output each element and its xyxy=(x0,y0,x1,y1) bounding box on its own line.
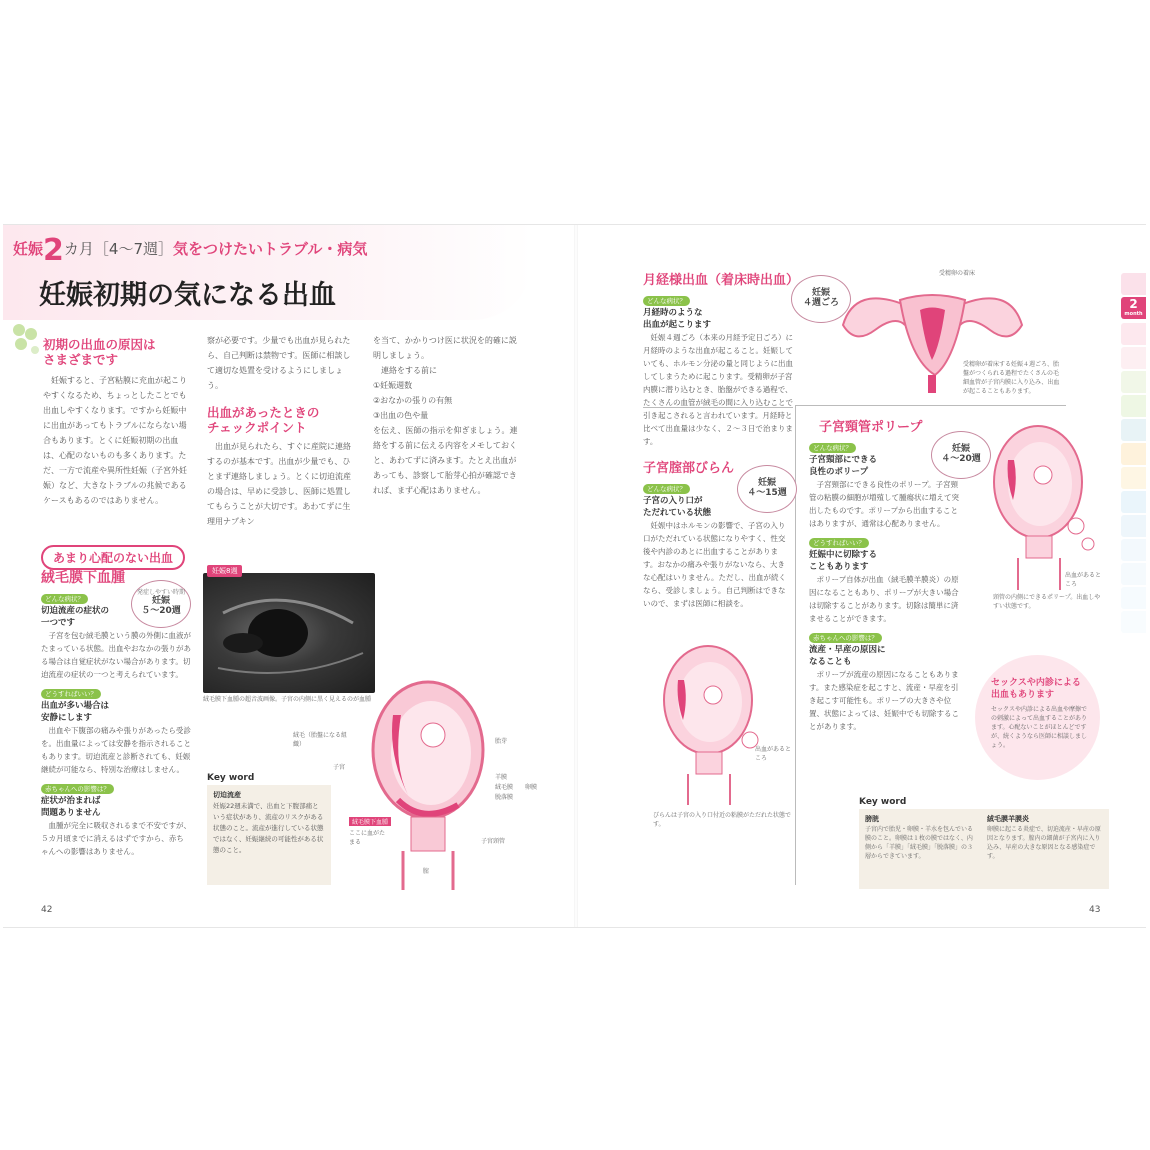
erosion-uterus-icon xyxy=(658,640,768,805)
badge-weeks: ５～20週 xyxy=(141,606,181,616)
sex-body: セックスや内診による出血や摩擦での刺激によって出血することがあります。心配ないことがほとんどですが、続くようなら医師に相談しましょう。 xyxy=(991,706,1088,749)
chapter-prefix: 妊娠 xyxy=(13,240,44,258)
tag-how-polyp: どうすればいい？ xyxy=(809,538,869,548)
polyp-badge-label: 妊娠 xyxy=(951,444,970,454)
chapter-suffix: カ月 xyxy=(63,240,94,258)
page-number-right: 43 xyxy=(1089,905,1101,915)
side-tab-8[interactable] xyxy=(1121,443,1146,465)
uterus-caption: 受精卵が着床する妊娠４週ごろ、胎盤がつくられる過程でたくさんの毛細血管が子宮内膜に入り込み、出血が起こることもあります。 xyxy=(963,361,1060,395)
hematoma-note: ここに血がたまる xyxy=(349,830,386,846)
page-number-left: 42 xyxy=(41,905,53,915)
kw1-body: 子宮内で胎児・卵膜・羊水を包んでいる膜のこと。卵膜は１枚の膜ではなく、内側から「羊膜」「絨毛膜」「脱落膜」の３層からできています。 xyxy=(865,826,974,860)
label-uterus: 子宮 xyxy=(333,764,346,771)
polyp-sub-6: なることも xyxy=(809,657,852,667)
label-cervix: 子宮頸管 xyxy=(481,838,506,845)
chorion-sub-5: 症状が治まれば xyxy=(41,796,101,806)
polyp-title: 子宮頸管ポリープ xyxy=(819,420,923,435)
chorion-sub-6: 問題ありません xyxy=(41,808,101,818)
col2 xyxy=(207,333,355,529)
intro-heading-2: さまざまです xyxy=(43,352,119,367)
sex-bubble xyxy=(975,655,1100,780)
polyp-badge-weeks: ４～20週 xyxy=(941,454,981,464)
polyp-body: 子宮頸部にできる良性のポリープ。子宮頸管の粘膜の細胞が増殖して腫瘍状に増えて突出したものです。ポリープから出血することはありますが、通常は心配ありません。 xyxy=(809,480,959,528)
uterus-label: 受精卵の着床 xyxy=(939,270,976,277)
checklist-1: ①妊娠週数 xyxy=(373,381,413,390)
side-tab-14[interactable] xyxy=(1121,587,1146,609)
label-amnion: 羊膜 xyxy=(495,774,508,781)
ultrasound-caption: 絨毛膜下血腫の超音波画像。子宮の内側に黒く見えるのが血腫 xyxy=(203,696,372,703)
label-decidua: 脱落膜 xyxy=(495,794,514,801)
side-tab-7[interactable] xyxy=(1121,419,1146,441)
divider-right xyxy=(796,405,1066,406)
keyword-title-right: Key word xyxy=(859,797,907,807)
erosion-period-badge xyxy=(737,465,797,513)
erosion-sub-1: 子宮の入り口が xyxy=(643,496,703,506)
tag-what-polyp: どんな病状？ xyxy=(809,443,856,453)
chorion-body3: 血腫が完全に吸収されるまで不安ですが、５カ月頃までに消えるはずですから、赤ちゃんへの影響はありません。 xyxy=(41,821,191,856)
polyp-caption: 頸管の内側にできるポリープ。出血しやすい状態です。 xyxy=(993,594,1101,610)
erosion-body: 妊娠中はホルモンの影響で、子宮の入り口がただれている状態になりやすく、性交後や内診のあとに出血することがあります。おなかの痛みや張りがないなら、大きな心配はいりません。ただし、出血が続くなら、受診しましょう。自己判断はできないので、まずは医師に相談を。 xyxy=(643,521,786,608)
tag-baby: 赤ちゃんへの影響は？ xyxy=(41,784,114,794)
polyp-sub-4: こともあります xyxy=(809,562,869,572)
side-tab-5[interactable] xyxy=(1121,371,1146,393)
side-tab-12[interactable] xyxy=(1121,539,1146,561)
implant-sub-2: 出血が起こります xyxy=(643,320,712,330)
side-tab-4[interactable] xyxy=(1121,347,1146,369)
kw2-body: 卵膜に起こる炎症で、切迫流産・早産の原因となります。膣内の細菌が子宮内に入り込み、早産の大きな原因となる感染症です。 xyxy=(987,826,1101,860)
polyp-sub-5: 流産・早産の原因に xyxy=(809,645,886,655)
label-fetus: 胎芽 xyxy=(495,738,508,745)
ultrasound-image xyxy=(203,567,375,693)
side-tab-number: 2 xyxy=(1129,297,1138,311)
checklist-2: ②おなかの張りの有無 xyxy=(373,396,453,405)
side-tab-11[interactable] xyxy=(1121,515,1146,537)
side-tab-sub: month xyxy=(1124,311,1143,317)
side-tab-active[interactable] xyxy=(1121,297,1146,319)
intro-heading-1: 初期の出血の原因は xyxy=(43,337,156,352)
check-body: 出血が見られたら、すぐに産院に連絡するのが基本です。出血が少量でも、ひとまず連絡しましょう。とくに切迫流産の場合は、早めに受診し、医師に処置してもらうことが大切です。あわてずに生理用ナプキン xyxy=(207,442,351,526)
kw2-term: 絨毛膜羊膜炎 xyxy=(987,815,1029,823)
chorion-body2: 出血や下腹部の痛みや張りがあったら受診を。出血量によっては安静を指示されることもあります。切迫流産と診断されても、妊娠継続が可能なら、特別な治療はしません。 xyxy=(41,726,191,774)
col3-body: を当て、かかりつけ医に状況を的確に説明しましょう。 xyxy=(373,336,517,360)
implant-badge-label: 妊娠 xyxy=(811,288,830,298)
polyp-body3: ポリープが流産の原因になることもあります。また感染症を起こすと、流産・早産を引き起こす可能性も。ポリープの大きさや位置、状態によっては、妊娠中でも切除することがあります。 xyxy=(809,670,959,731)
chorion-sub-3: 出血が多い場合は xyxy=(41,701,110,711)
erosion-small-label: 出血があるところ xyxy=(755,746,792,762)
check-heading-2: チェックポイント xyxy=(207,420,307,435)
sex-heading-2: 出血もあります xyxy=(991,690,1055,700)
col2-body: 察が必要です。少量でも出血が見られたら、自己判断は禁物です。医師に相談して適切な処置を受けるようにしましょう。 xyxy=(207,336,351,390)
erosion-sub-2: ただれている状態 xyxy=(643,508,712,518)
chorion-period-badge xyxy=(131,580,191,628)
erosion-badge-label: 妊娠 xyxy=(757,478,776,488)
side-tab-15[interactable] xyxy=(1121,611,1146,633)
chapter-header xyxy=(13,233,367,268)
polyp-uterus-icon xyxy=(988,420,1098,590)
chapter-number: 2 xyxy=(43,233,64,268)
implant-sub-1: 月経時のような xyxy=(643,308,703,318)
badge-small: 発症しやすい時期 xyxy=(136,589,185,596)
ultrasound-tag: 妊娠8週 xyxy=(207,565,242,577)
polyp-period-badge xyxy=(931,431,991,479)
col3-sub: 連絡をする前に xyxy=(381,366,437,375)
check-heading-1: 出血があったときの xyxy=(207,405,320,420)
intro-section xyxy=(43,337,189,508)
ultrasound-shape xyxy=(203,573,375,693)
chapter-weeks: ［4～7週］ xyxy=(93,240,173,258)
tag-what: どんな病状？ xyxy=(41,594,88,604)
keyword-body: 妊娠22週未満で、出血と下腹部痛という症状があり、流産のリスクがある状態のこと。流産が進行している状態ではなく、妊娠継続の可能性がある状態のこと。 xyxy=(213,802,324,854)
side-tab-9[interactable] xyxy=(1121,467,1146,489)
tag-what-implant: どんな病状？ xyxy=(643,296,690,306)
implant-title: 月経様出血（着床時出血） xyxy=(643,273,800,288)
uterus-diagram-icon xyxy=(363,675,493,895)
polyp-small-label: 出血があるところ xyxy=(1065,572,1102,588)
label-vagina: 膣 xyxy=(423,868,430,875)
badge-label: 妊娠 xyxy=(151,596,170,606)
col3 xyxy=(373,333,519,498)
polyp-sub-3: 妊娠中に切除する xyxy=(809,550,878,560)
erosion-caption: びらんは子宮の入り口付近の粘膜がただれた状態です。 xyxy=(653,812,792,828)
chapter-section: 気をつけたいトラブル・病気 xyxy=(173,240,368,258)
label-chorion: 絨毛（胎盤になる組織） xyxy=(293,732,348,748)
sex-heading-1: セックスや内診による xyxy=(991,678,1081,688)
erosion-title: 子宮腟部びらん xyxy=(643,461,735,476)
keyword-term: 切迫流産 xyxy=(213,791,241,799)
kw2 xyxy=(987,813,1103,861)
chorion-sub-1: 切迫流産の症状の xyxy=(41,606,110,616)
keyword-title-left: Key word xyxy=(207,773,255,783)
polyp-sub-2: 良性のポリープ xyxy=(809,467,869,477)
chorion-sub-4: 安静にします xyxy=(41,713,93,723)
tag-baby-polyp: 赤ちゃんへの影響は？ xyxy=(809,633,882,643)
tag-what-erosion: どんな病状？ xyxy=(643,484,690,494)
side-tab-1[interactable] xyxy=(1121,273,1146,295)
chorion-title: 絨毛膜下血腫 xyxy=(41,570,125,586)
chorion-body: 子宮を包む絨毛膜という膜の外側に血液がたまっている状態。出血やおなかの張りがある場合は自覚症状がない場合があります。切迫流産の症状の一つと考えられています。 xyxy=(41,631,191,679)
clover-icon xyxy=(7,320,43,360)
intro-body: 妊娠すると、子宮粘膜に充血が起こりやすくなるため、ちょっとしたことでも出血しやすくなります。ですから妊娠中に出血があってもトラブルにならない場合もあります。とくに妊娠初期の出血は、心配のないものも多くあります。ただ、一方で流産や異所性妊娠（子宮外妊娠）など、大きなトラブルの兆候であるケースもあるのではありません。 xyxy=(43,376,187,505)
divider-vertical xyxy=(795,405,796,885)
implant-section xyxy=(643,273,800,448)
implant-body: 妊娠４週ごろ（本来の月経予定日ごろ）に月経時のような出血が起こること。妊娠していても、ホルモン分泌の量と同じように出血してしまうために起こります。受精卵が子宮内膜に潜り込むとき、胎盤ができる過程で、たくさんの血管が絨毛の間に入り込むことで引き起こされると言われています。月経時と比べて出血量は少なく、２～３日で治まります。 xyxy=(643,333,793,446)
checklist-3: ③出血の色や量 xyxy=(373,411,429,420)
erosion-badge-weeks: ４～15週 xyxy=(747,488,787,498)
book-spread xyxy=(3,224,1146,928)
col3-body2: を伝え、医師の指示を仰ぎましょう。連絡をする前に伝える内容をメモしておくと、あわてずに済みます。たとえ出血があっても、診察して胎芽心拍が確認できれば、まず心配はありません。 xyxy=(373,426,518,495)
hematoma-tag: 絨毛膜下血腫 xyxy=(349,817,391,826)
tag-how: どうすればいい？ xyxy=(41,689,101,699)
implant-badge-weeks: ４週ごろ xyxy=(802,298,839,308)
label-egg-membrane: 卵膜 xyxy=(525,784,538,791)
label-chorionic-membrane: 絨毛膜 xyxy=(495,784,514,791)
kw1 xyxy=(865,813,977,861)
kw1-term: 膀胱 xyxy=(865,815,879,823)
keyword-box-right xyxy=(859,809,1109,889)
not-worry-pill: あまり心配のない出血 xyxy=(41,545,185,570)
keyword-box-left xyxy=(207,785,331,885)
divider-left xyxy=(643,407,793,408)
gutter xyxy=(574,225,578,927)
side-tab-6[interactable] xyxy=(1121,395,1146,417)
page-title: 妊娠初期の気になる出血 xyxy=(39,280,336,311)
side-tab-3[interactable] xyxy=(1121,323,1146,345)
chorion-sub-2: 一つです xyxy=(41,618,76,628)
side-tab-13[interactable] xyxy=(1121,563,1146,585)
side-tab-10[interactable] xyxy=(1121,491,1146,513)
polyp-sub-1: 子宮頸部にできる xyxy=(809,455,878,465)
polyp-body2: ポリープ自体が出血（絨毛膜羊膜炎）の原因になることもあり、ポリープが大きい場合は切除することがあります。切除は簡単に済ませることができます。 xyxy=(809,575,959,623)
